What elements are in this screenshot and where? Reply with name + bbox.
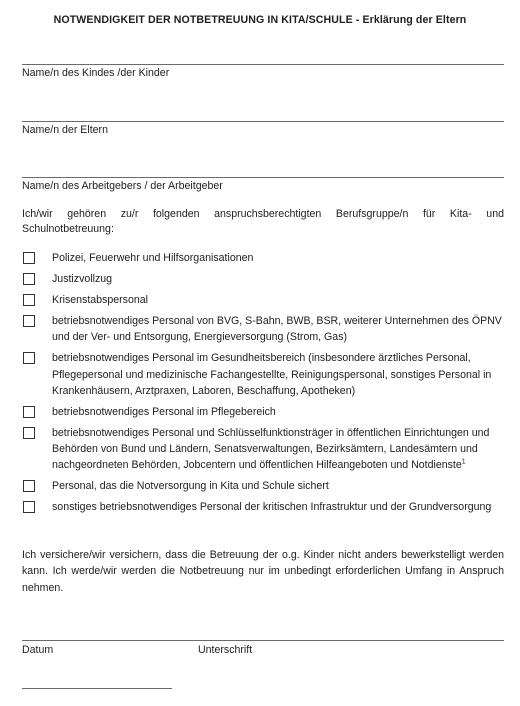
option-checkbox[interactable] (23, 315, 35, 327)
option-care (22, 404, 504, 420)
employer-name-label: Name/n des Arbeitgebers / der Arbeitgeber (22, 180, 223, 192)
option-checkbox[interactable] (23, 480, 35, 492)
option-label: Justizvollzug (52, 273, 113, 286)
child-name-label: Name/n des Kindes /der Kinder (22, 67, 170, 79)
employer-name-line (22, 177, 504, 178)
form-title: NOTWENDIGKEIT DER NOTBETREUUNG IN KITA/SCHULE - Erklärung der Eltern (53, 14, 467, 26)
option-school-care-staff (22, 478, 504, 494)
child-name-line (22, 64, 504, 65)
option-label: betriebsnotwendiges Personal im Pflegebereich (52, 405, 276, 418)
date-signature-line[interactable] (22, 640, 504, 641)
eligibility-options (22, 250, 504, 520)
parent-name-label: Name/n der Eltern (22, 124, 108, 136)
option-label: betriebsnotwendiges Personal von BVG, S-Bahn, BWB, BSR, weiterer Unternehmen des ÖPNV und der Ver- und Entsorgung, Energieversorgung (Strom, Gas) (52, 315, 502, 344)
option-public-authorities (22, 425, 504, 473)
signature-label: Unterschrift (198, 644, 253, 656)
eligibility-intro: Ich/wir gehören zu/r folgenden anspruchsberechtigten Berufsgruppe/n für Kita- und Schulnotbetreuung: (22, 208, 504, 236)
option-healthcare (22, 350, 504, 398)
option-checkbox[interactable] (23, 352, 35, 364)
option-label: Krisenstabspersonal (52, 294, 148, 307)
option-justice (22, 271, 504, 287)
option-label: Polizei, Feuerwehr und Hilfsorganisationen (52, 252, 254, 264)
parent-name-field[interactable] (22, 121, 504, 139)
option-crisis-staff (22, 292, 504, 308)
parent-name-line (22, 121, 504, 122)
option-critical-infrastructure (22, 499, 504, 515)
footnote-marker: 1 (461, 458, 466, 466)
option-police-fire (22, 250, 504, 266)
option-checkbox[interactable] (23, 294, 35, 306)
declaration-text: Ich versichere/wir versichern, dass die Betreuung der o.g. Kinder nicht anders bewerkstelligt werden kann. Ich werde/wir werden die Notbetreuung nur im unbedingt erforderlichen Umfang in Anspruch nehmen. (22, 549, 504, 594)
option-label: betriebsnotwendiges Personal und Schlüsselfunktionsträger in öffentlichen Einrichtungen und Behörden von Bund und Ländern, Senatsverwaltungen, Bezirksämtern, Landesämtern und nachgeordneten Behörden, Jobcentern und öffentlichen Hilfeangeboten und Notdienste (52, 426, 490, 472)
child-name-field[interactable] (22, 64, 504, 82)
option-checkbox[interactable] (23, 427, 35, 439)
option-checkbox[interactable] (23, 252, 35, 264)
employer-name-field[interactable] (22, 177, 504, 195)
option-checkbox[interactable] (23, 501, 35, 513)
option-label: betriebsnotwendiges Personal im Gesundheitsbereich (insbesondere ärztliches Personal, Pflegepersonal und medizinische Fachangestellte, Reinigungspersonal, sonstiges Personal in Krankenhäusern, Arztpraxen, Laboren, Beschaffung, Apotheken) (52, 352, 492, 397)
option-transport-utilities (22, 313, 504, 345)
option-checkbox[interactable] (23, 273, 35, 285)
option-label: sonstiges betriebsnotwendiges Personal der kritischen Infrastruktur und der Grundversorgung (52, 501, 492, 514)
option-label: Personal, das die Notversorgung in Kita und Schule sichert (52, 480, 329, 493)
footnote-separator (22, 688, 172, 689)
date-label: Datum (22, 644, 54, 656)
option-checkbox[interactable] (23, 406, 35, 418)
